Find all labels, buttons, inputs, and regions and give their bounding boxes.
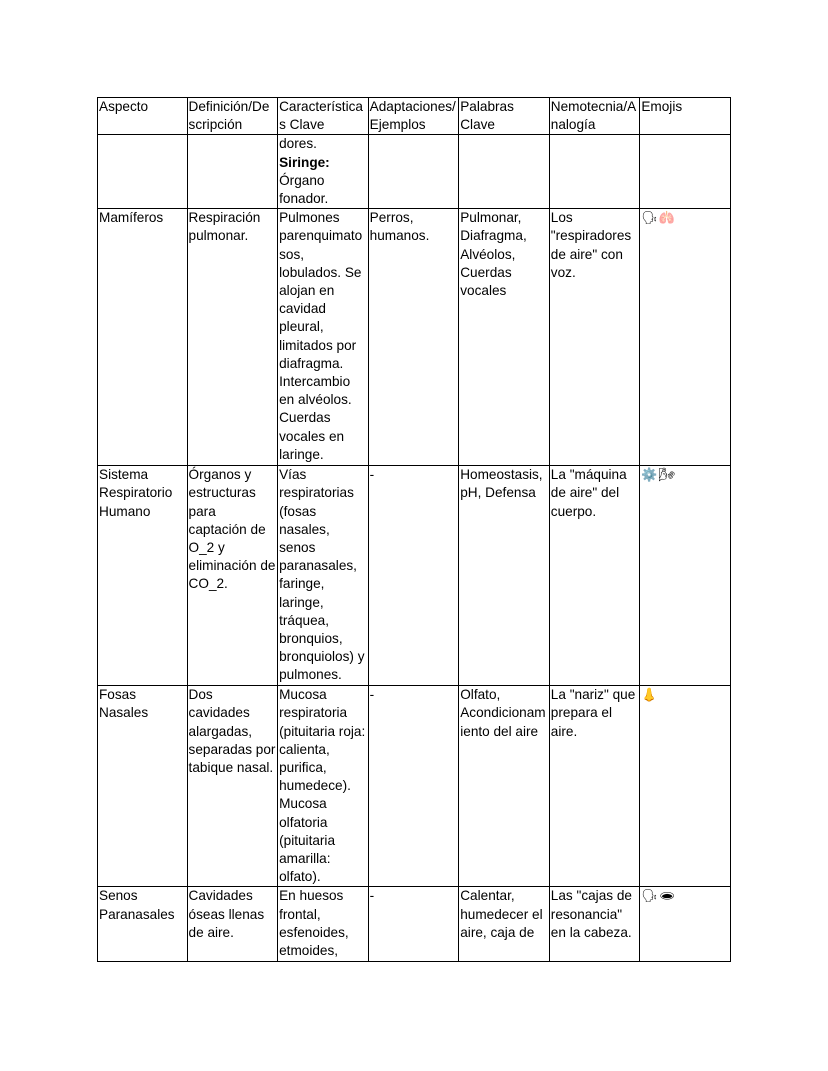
cell-emojis: 🗣🕳 [640, 887, 731, 962]
cell-examples: Perros, humanos. [368, 209, 459, 466]
cell-definition [187, 135, 278, 209]
header-mnemonic: Nemotecnia/Analogía [549, 98, 640, 135]
table-row [98, 135, 731, 209]
cell-aspect: Fosas Nasales [98, 686, 188, 887]
header-characteristics: Características Clave [278, 98, 369, 135]
cell-emojis: 🗣🫁 [640, 209, 731, 466]
header-aspect: Aspecto [98, 98, 188, 135]
cell-emojis: 👃 [640, 686, 731, 887]
cell-examples: - [368, 466, 459, 686]
cell-aspect: Senos Paranasales [98, 887, 188, 962]
cell-examples: - [368, 887, 459, 962]
cell-mnemonic [549, 135, 640, 209]
cell-examples: - [368, 686, 459, 887]
header-definition: Definición/Descripción [187, 98, 278, 135]
cell-characteristics: Pulmones parenquimatosos, lobulados. Se alojan en cavidad pleural, limitados por diafragma. Intercambio en alvéolos. Cuerdas vocales en laringe. [278, 209, 369, 466]
cell-mnemonic: Los "respiradores de aire" con voz. [549, 209, 640, 466]
cell-definition: Cavidades óseas llenas de aire. [187, 887, 278, 962]
table-row [98, 887, 731, 962]
cell-examples [368, 135, 459, 209]
header-emojis: Emojis [640, 98, 731, 135]
table-row [98, 466, 731, 686]
cell-emojis [640, 135, 731, 209]
cell-keywords: Olfato, Acondicionamiento del aire [459, 686, 550, 887]
cell-keywords: Calentar, humedecer el aire, caja de [459, 887, 550, 962]
cell-mnemonic: La "máquina de aire" del cuerpo. [549, 466, 640, 686]
cell-definition: Respiración pulmonar. [187, 209, 278, 466]
cell-mnemonic: La "nariz" que prepara el aire. [549, 686, 640, 887]
cell-characteristics-bold: Siringe: [279, 154, 330, 170]
header-examples: Adaptaciones/Ejemplos [368, 98, 459, 135]
header-row [98, 98, 731, 135]
cell-definition: Dos cavidades alargadas, separadas por tabique nasal. [187, 686, 278, 887]
cell-characteristics-post: Órgano fonador. [279, 172, 329, 207]
cell-aspect: Sistema Respiratorio Humano [98, 466, 188, 686]
cell-characteristics: En huesos frontal, esfenoides, etmoides, [278, 887, 369, 962]
cell-mnemonic: Las "cajas de resonancia" en la cabeza. [549, 887, 640, 962]
cell-characteristics: Vías respiratorias (fosas nasales, senos paranasales, faringe, laringe, tráquea, bronquios, bronquiolos) y pulmones. [278, 466, 369, 686]
content-table [97, 97, 731, 962]
cell-definition: Órganos y estructuras para captación de O_2 y eliminación de CO_2. [187, 466, 278, 686]
cell-keywords: Homeostasis, pH, Defensa [459, 466, 550, 686]
cell-characteristics-pre: dores. [279, 136, 317, 152]
cell-keywords: Pulmonar, Diafragma, Alvéolos, Cuerdas vocales [459, 209, 550, 466]
cell-emojis: ⚙️🌬 [640, 466, 731, 686]
table-row [98, 209, 731, 466]
table-row [98, 686, 731, 887]
cell-characteristics: Mucosa respiratoria (pituitaria roja: calienta, purifica, humedece). Mucosa olfatoria (pituitaria amarilla: olfato). [278, 686, 369, 887]
header-keywords: Palabras Clave [459, 98, 550, 135]
cell-aspect [98, 135, 188, 209]
cell-keywords [459, 135, 550, 209]
cell-aspect: Mamíferos [98, 209, 188, 466]
cell-characteristics [278, 135, 369, 209]
